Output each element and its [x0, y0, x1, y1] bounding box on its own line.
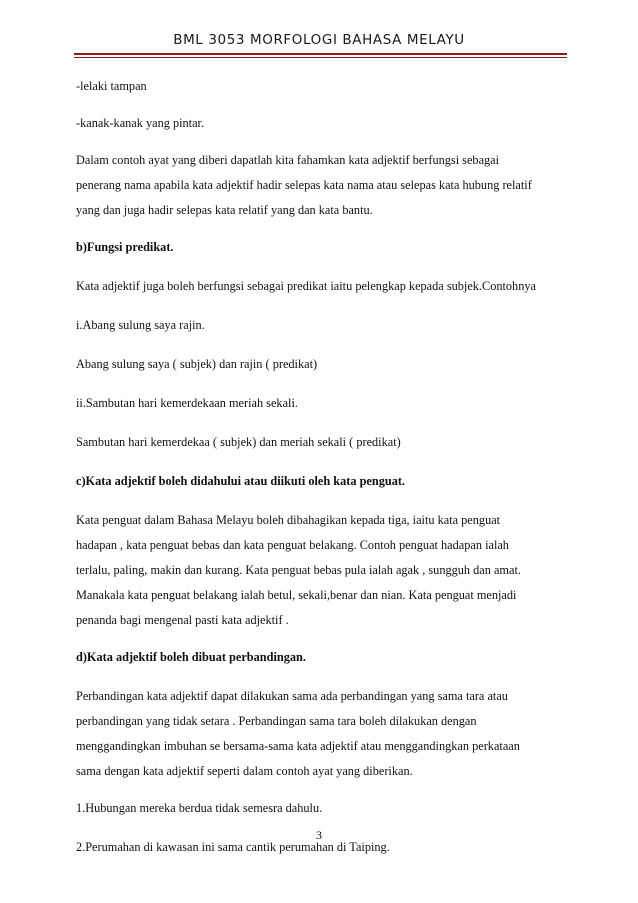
text-line: penanda bagi mengenal pasti kata adjektif . [76, 613, 289, 627]
header-rule-thin [74, 57, 567, 58]
example-ii: ii.Sambutan hari kemerdekaan meriah sekali. [76, 396, 298, 410]
paragraph-comparison [76, 684, 572, 784]
paragraph-example-2: -kanak-kanak yang pintar. [76, 116, 205, 130]
example-i: i.Abang sulung saya rajin. [76, 318, 205, 332]
paragraph-predicate: Kata adjektif juga boleh berfungsi sebagai predikat iaitu pelengkap kepada subjek.Contohnya [76, 279, 536, 293]
text-line: Manakala kata penguat belakang ialah betul, sekali,benar dan nian. Kata penguat menjadi [76, 588, 517, 602]
text-line: perbandingan yang tidak setara . Perbandingan sama tara boleh dilakukan dengan [76, 714, 477, 728]
text-line: Kata penguat dalam Bahasa Melayu boleh dibahagikan kepada tiga, iaitu kata penguat [76, 513, 501, 527]
example-ii-analysis: Sambutan hari kemerdekaa ( subjek) dan meriah sekali ( predikat) [76, 435, 401, 449]
paragraph-example-1: -lelaki tampan [76, 79, 147, 93]
header-rule-thick [74, 53, 567, 55]
text-line: sama dengan kata adjektif seperti dalam contoh ayat yang diberikan. [76, 764, 413, 778]
page-header-title: BML 3053 MORFOLOGI BAHASA MELAYU [173, 32, 465, 48]
paragraph-explanation [76, 148, 572, 223]
text-line: penerang nama apabila kata adjektif hadir selepas kata nama atau selepas kata hubung relatif [76, 178, 532, 192]
text-line: Perbandingan kata adjektif dapat dilakukan sama ada perbandingan yang sama tara atau [76, 689, 508, 703]
example-2: 2.Perumahan di kawasan ini sama cantik perumahan di Taiping. [76, 840, 390, 854]
text-line: hadapan , kata penguat bebas dan kata penguat belakang. Contoh penguat hadapan ialah [76, 538, 509, 552]
text-line: yang dan juga hadir selepas kata relatif yang dan kata bantu. [76, 203, 373, 217]
section-heading-b: b)Fungsi predikat. [76, 240, 174, 254]
text-line: menggandingkan imbuhan se bersama-sama kata adjektif atau menggandingkan perkataan [76, 739, 520, 753]
example-1: 1.Hubungan mereka berdua tidak semesra dahulu. [76, 801, 323, 815]
text-line: Dalam contoh ayat yang diberi dapatlah kita fahamkan kata adjektif berfungsi sebagai [76, 153, 500, 167]
paragraph-intensifier [76, 508, 572, 633]
section-heading-c: c)Kata adjektif boleh didahului atau diikuti oleh kata penguat. [76, 474, 406, 488]
document-body [76, 74, 572, 860]
page-number: 3 [316, 828, 322, 842]
text-line: terlalu, paling, makin dan kurang. Kata penguat bebas pula ialah agak , sungguh dan amat. [76, 563, 521, 577]
section-heading-d: d)Kata adjektif boleh dibuat perbandingan. [76, 650, 306, 664]
example-i-analysis: Abang sulung saya ( subjek) dan rajin ( predikat) [76, 357, 318, 371]
